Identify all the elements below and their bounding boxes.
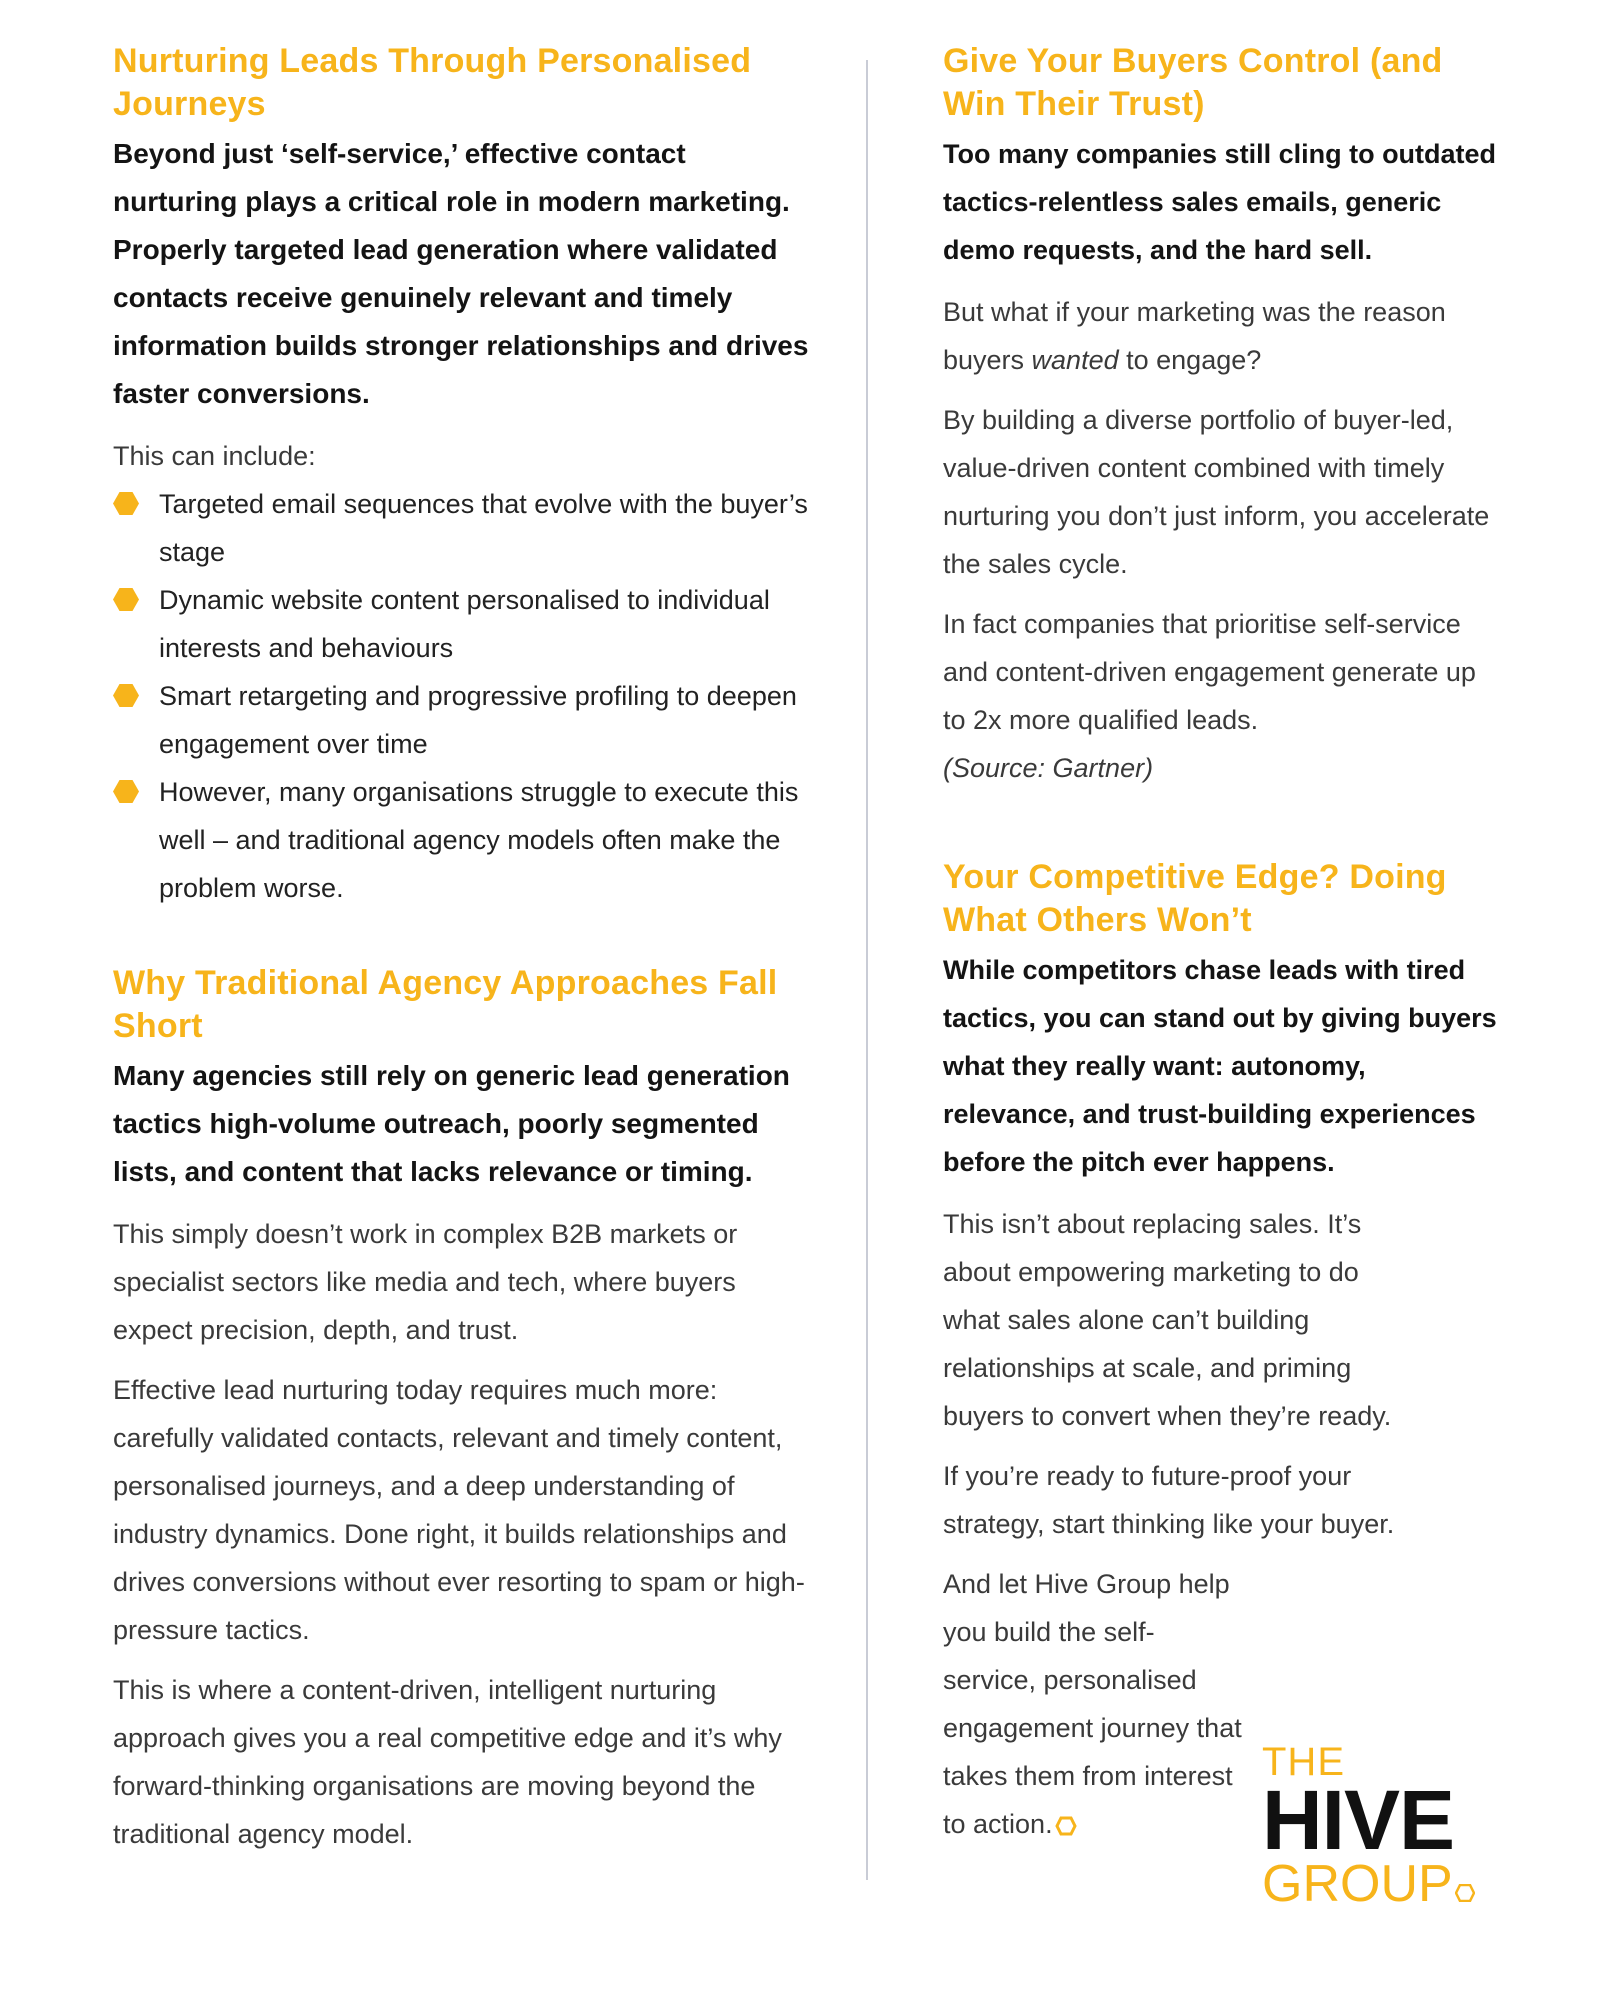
list-item: [113, 768, 813, 912]
body-paragraph: If you’re ready to future-proof your strategy, start thinking like your buyer.: [943, 1461, 1395, 1539]
column-divider: [866, 60, 868, 1880]
hexagon-logo-icon: [1455, 1884, 1475, 1902]
section-buyer-control: [943, 40, 1503, 792]
section-heading: Give Your Buyers Control (and Win Their Trust): [943, 42, 1443, 123]
section-heading: Why Traditional Agency Approaches Fall Short: [113, 964, 778, 1045]
list-item: [113, 480, 813, 576]
body-paragraph: But what if your marketing was the reason buyers wanted to engage?: [943, 297, 1446, 375]
body-paragraph: This is where a content-driven, intelligent nurturing approach gives you a real competitive edge and it’s why forward-thinking organisations are moving beyond the traditional agency model.: [113, 1675, 782, 1849]
section-competitive-edge: [943, 856, 1503, 1848]
list-item-text: Smart retargeting and progressive profiling to deepen engagement over time: [159, 681, 797, 759]
logo-hive: HIVE: [1262, 1773, 1455, 1867]
list-item: [113, 576, 813, 672]
section-nurturing-leads: [113, 40, 813, 912]
lead-paragraph: Many agencies still rely on generic lead generation tactics high-volume outreach, poorly segmented lists, and content that lacks relevance or timing.: [113, 1060, 790, 1187]
list-item-text: Dynamic website content personalised to individual interests and behaviours: [159, 585, 770, 663]
list-item: [113, 672, 813, 768]
body-paragraph: And let Hive Group help you build the self-service, personalised engagement journey that takes them from interest to action.: [943, 1569, 1242, 1839]
list-intro: This can include:: [113, 441, 316, 471]
list-item-text: Targeted email sequences that evolve with the buyer’s stage: [159, 489, 808, 567]
body-paragraph: This isn’t about replacing sales. It’s about empowering marketing to do what sales alone can’t building relationships at scale, and priming buyers to convert when they’re ready.: [943, 1209, 1392, 1431]
lead-paragraph: While competitors chase leads with tired tactics, you can stand out by giving buyers what they really want: autonomy, relevance, and trust-building experiences before the pitch ever happens.: [943, 955, 1497, 1177]
section-heading: Nurturing Leads Through Personalised Journeys: [113, 42, 752, 123]
hexagon-outline-icon: [1055, 1816, 1077, 1836]
hexagon-bullet-icon: [113, 684, 139, 707]
body-paragraph: In fact companies that prioritise self-service and content-driven engagement generate up to 2x more qualified leads.: [943, 609, 1476, 735]
hexagon-bullet-icon: [113, 588, 139, 611]
section-heading: Your Competitive Edge? Doing What Others Won’t: [943, 858, 1447, 939]
source-citation: (Source: Gartner): [943, 753, 1154, 783]
body-paragraph: This simply doesn’t work in complex B2B markets or specialist sectors like media and tech, where buyers expect precision, depth, and trust.: [113, 1219, 738, 1345]
bullet-list: [113, 480, 813, 912]
left-column: [113, 40, 813, 1870]
lead-paragraph: Too many companies still cling to outdated tactics-relentless sales emails, generic demo requests, and the hard sell.: [943, 139, 1497, 265]
emphasis-text: wanted: [1031, 345, 1119, 375]
body-paragraph: Effective lead nurturing today requires much more: carefully validated contacts, relevant and timely content, personalised journeys, and a deep understanding of industry dynamics. Done right, it builds relationships and drives conversions without ever resorting to spam or high-pressure tactics.: [113, 1375, 805, 1645]
body-paragraph: By building a diverse portfolio of buyer-led, value-driven content combined with timely nurturing you don’t just inform, you accelerate the sales cycle.: [943, 405, 1490, 579]
logo-the: THE: [1262, 1740, 1345, 1784]
list-item-text: However, many organisations struggle to execute this well – and traditional agency models often make the problem worse.: [159, 777, 799, 903]
hexagon-bullet-icon: [113, 492, 139, 515]
lead-paragraph: Beyond just ‘self-service,’ effective contact nurturing plays a critical role in modern marketing. Properly targeted lead generation where validated contacts receive genuinely relevant and timely information builds stronger relationships and drives faster conversions.: [113, 138, 809, 409]
right-column: [943, 40, 1503, 1867]
hive-group-logo: [1262, 1740, 1502, 1913]
logo-group: GROUP: [1262, 1858, 1502, 1910]
section-traditional-agency: [113, 962, 813, 1858]
hexagon-bullet-icon: [113, 780, 139, 803]
